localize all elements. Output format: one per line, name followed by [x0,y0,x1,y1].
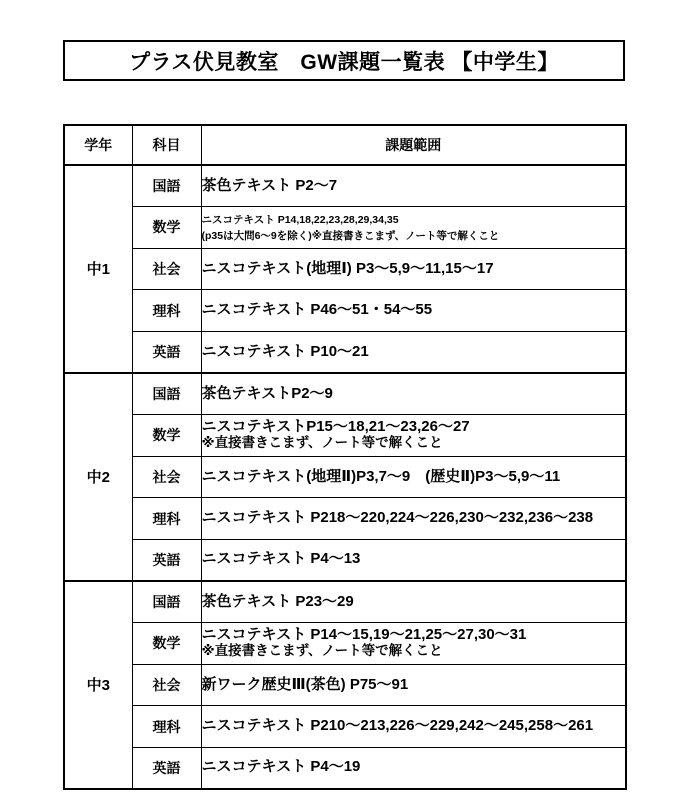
grade-cell [64,373,132,581]
grade-cell [64,165,132,373]
table-row [64,290,626,332]
range-text: ニスコテキストP15～18,21～23,26～27 [201,417,470,435]
table-row [64,498,626,540]
subject-label: 理科 [152,302,181,319]
range-cell [201,415,626,457]
range-cell [201,498,626,540]
range-text: 茶色テキストP2～9 [201,384,333,402]
subject-label: 社会 [152,260,181,277]
range-cell [201,373,626,415]
subject-cell [132,581,201,623]
subject-cell [132,207,201,249]
table-row [64,331,626,373]
header-row [64,125,626,165]
grade-label: 中2 [86,469,110,487]
subject-label: 英語 [152,551,181,568]
range-cell [201,248,626,290]
subject-cell [132,623,201,665]
table-row [64,165,626,207]
table-row [64,539,626,581]
table-row [64,207,626,249]
range-note: ※直接書きこまず、ノート等で解くこと [201,435,443,451]
grade-label: 中1 [86,261,110,279]
subject-label: 社会 [152,468,181,485]
subject-cell [132,498,201,540]
subject-cell [132,539,201,581]
subject-label: 国語 [152,386,181,403]
range-cell [201,207,626,249]
page-title-text: プラス伏見教室 GW課題一覧表 【中学生】 [129,50,559,74]
range-text: ニスコテキスト P218～220,224～226,230～232,236～238 [201,509,594,527]
table-row [64,248,626,290]
range-note: ※直接書きこまず、ノート等で解くこと [201,643,443,659]
subject-cell [132,248,201,290]
table-row [64,456,626,498]
subject-label: 英語 [152,343,181,360]
header-subject: 科目 [132,125,201,165]
range-cell [201,623,626,665]
subject-cell [132,331,201,373]
subject-label: 社会 [152,676,181,693]
header-range: 課題範囲 [201,125,626,165]
range-text: ニスコテキスト(地理Ⅰ) P3～5,9～11,15～17 [201,259,494,277]
range-cell [201,165,626,207]
grade-label: 中3 [86,677,110,695]
range-cell [201,706,626,748]
range-text: ニスコテキスト P14～15,19～21,25～27,30～31 [201,625,527,643]
table-row [64,747,626,789]
table-row [64,581,626,623]
subject-label: 数学 [152,635,181,652]
range-cell [201,331,626,373]
range-cell [201,581,626,623]
subject-cell [132,165,201,207]
table-row [64,664,626,706]
header-grade: 学年 [64,125,132,165]
range-cell [201,539,626,581]
range-note: (p35は大問6～9を除く)※直接書きこまず、ノート等で解くこと [201,230,500,243]
page-title [63,40,625,81]
subject-cell [132,706,201,748]
subject-cell [132,456,201,498]
subject-label: 国語 [152,178,181,195]
subject-cell [132,747,201,789]
subject-label: 英語 [152,759,181,776]
range-cell [201,664,626,706]
subject-cell [132,373,201,415]
range-text: 茶色テキスト P2～7 [201,176,338,194]
subject-label: 数学 [152,427,181,444]
range-text: ニスコテキスト(地理Ⅱ)P3,7～9 (歴史Ⅱ)P3～5,9～11 [201,467,561,485]
subject-label: 国語 [152,593,181,610]
range-text: ニスコテキスト P10～21 [201,342,369,360]
assignment-table [63,124,627,790]
subject-cell [132,415,201,457]
range-text: ニスコテキスト P14,18,22,23,28,29,34,35 [201,213,399,226]
table-row [64,623,626,665]
range-text: ニスコテキスト P210～213,226～229,242～245,258～261 [201,717,594,735]
table-row [64,706,626,748]
range-text: ニスコテキスト P4～13 [201,550,361,568]
range-text: ニスコテキスト P46～51・54～55 [201,301,433,319]
subject-label: 理科 [152,718,181,735]
table-row [64,373,626,415]
grade-cell [64,581,132,789]
range-text: 新ワーク歴史Ⅲ(茶色) P75～91 [201,675,409,693]
subject-label: 理科 [152,510,181,527]
range-text: ニスコテキスト P4～19 [201,758,361,776]
range-cell [201,456,626,498]
table-row [64,415,626,457]
subject-label: 数学 [152,219,181,236]
subject-cell [132,290,201,332]
subject-cell [132,664,201,706]
range-cell [201,290,626,332]
range-cell [201,747,626,789]
range-text: 茶色テキスト P23～29 [201,592,354,610]
